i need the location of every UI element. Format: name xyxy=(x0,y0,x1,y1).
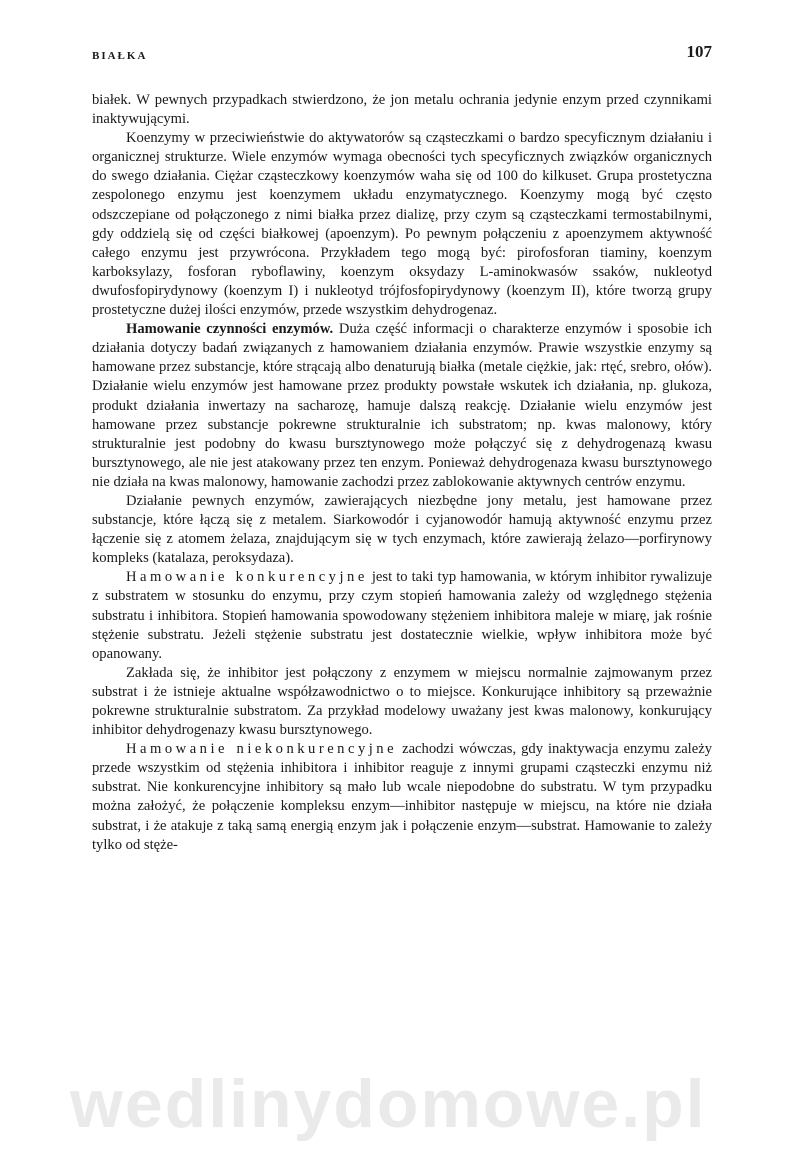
running-head: BIAŁKA xyxy=(92,50,148,62)
spaced-term: Hamowanie niekonkurencyjne xyxy=(126,741,398,758)
page-header xyxy=(92,40,712,70)
paragraph-text: Zakłada się, że inhibitor jest połączony z enzymem w miejscu normalnie zajmowanym przez substrat i że istnieje aktualne współzawodnictwo o to miejsce. Konkurujące inhibitory są przeważnie pokrewne strukturalnie substratom. Za przykład modelowy uważany jest kwas malonowy, konkurujący inhibitor dehydrogenazy kwasu bursztynowego. xyxy=(92,664,712,739)
paragraph xyxy=(92,91,712,129)
paragraph xyxy=(92,320,712,492)
paragraph xyxy=(92,740,712,855)
paragraph-text: białek. W pewnych przypadkach stwierdzono, że jon metalu ochrania jedynie enzym przed czynnikami inaktywującymi. xyxy=(92,92,712,128)
spaced-term: Hamowanie konkurencyjne xyxy=(126,569,368,586)
section-heading: Hamowanie czynności enzymów. xyxy=(126,321,334,338)
paragraph-text: Działanie pewnych enzymów, zawierających niezbędne jony metalu, jest hamowane przez substancje, które łączą się z metalem. Siarkowodór i cyjanowodór hamują aktywność enzymu przez łączenie się z atomem żelaza, znajdującym się w tych enzymach, które zawierają żelazo—porfirynowy kompleks (katalaza, peroksydaza). xyxy=(92,492,712,567)
paragraph-text: Duża część informacji o charakterze enzymów i sposobie ich działania dotyczy badań związanych z hamowaniem działania enzymów. Prawie wszystkie enzymy są hamowane przez substancje, które strącają albo denaturują białka (metale ciężkie, jak: rtęć, srebro, ołów). Działanie wielu enzymów jest hamowane przez produkty powstałe wskutek ich działania, np. glukoza, produkt działania inwertazy na sacharozę, hamuje dalszą reakcję. Działanie wielu enzymów jest hamowane przez substancje pokrewne strukturalnie ich substratom; np. kwas malonowy, który strukturalnie jest podobny do kwasu bursztynowego może połączyć się z dehydrogenazą kwasu bursztynowego, ale nie jest atakowany przez ten enzym. Ponieważ dehydrogenaza kwasu bursztynowego nie działa na kwas malonowy, hamowanie zachodzi przez zablokowanie aktywnych centrów enzymu. xyxy=(92,321,712,490)
body-text xyxy=(92,91,712,855)
paragraph xyxy=(92,129,712,320)
paragraph-text: jest to taki typ hamowania, w którym inhibitor rywalizuje z substratem w stosunku do enzymu, przy czym stopień hamowania zależy od względnego stężenia substratu i inhibitora. Stopień hamowania spowodowany stężeniem inhibitora maleje w miarę, jak rośnie stężenie substratu. Jeżeli stężenie substratu jest dostatecznie wielkie, wpływ inhibitora może być opanowany. xyxy=(92,569,712,662)
paragraph-text: Koenzymy w przeciwieństwie do aktywatorów są cząsteczkami o bardzo specyficznym działaniu i organicznej strukturze. Wiele enzymów wymaga obecności tych specyficznych związków organicznych do swego działania. Ciężar cząsteczkowy koenzymów waha się od 100 do kilkuset. Grupa prostetyczna zespolonego enzymu jest koenzymem układu enzymatycznego. Koenzymy mogą być często odszczepiane od połączonego z nimi białka przez dializę, przy czym są cząsteczkami termostabilnymi, gdy oddzielą się od części białkowej (apoenzym). Po pewnym połączeniu z apoenzymem aktywność całego enzymu jest przywrócona. Przykładem tego mogą być: pirofosforan tiaminy, koenzym karboksylazy, fosforan ryboflawiny, koenzym oksydazy L-aminokwasów ssaków, nukleotyd dwufosfopirydynowy (koenzym I) i nukleotyd trójfosfopirydynowy (koenzym II), które tworzą grupy prostetyczne dużej ilości enzymów, przede wszystkim dehydrogenaz. xyxy=(92,130,712,319)
page-number: 107 xyxy=(686,42,712,61)
watermark: wedlinydomowe.pl xyxy=(70,1066,707,1142)
paragraph-text: zachodzi wówczas, gdy inaktywacja enzymu zależy przede wszystkim od stężenia inhibitora i inhibitor reaguje z innymi grupami cząsteczki enzymu niż substrat. Nie konkurencyjne inhibitory są mało lub wcale niepodobne do substratu. W tym przypadku można założyć, że połączenie kompleksu enzym—inhibitor następuje w miejscu, na które nie działa substrat, i że atakuje z taką samą energią enzym jak i połączenie enzym—substrat. Hamowanie to zależy tylko od stęże- xyxy=(92,741,712,853)
paragraph xyxy=(92,492,712,568)
paragraph xyxy=(92,664,712,740)
paragraph xyxy=(92,568,712,663)
